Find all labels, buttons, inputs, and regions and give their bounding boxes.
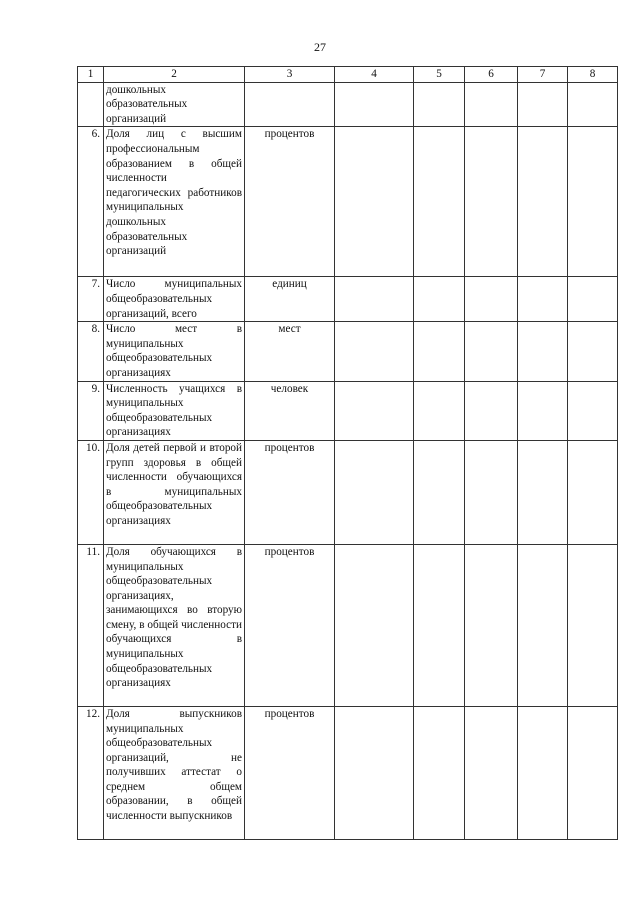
indicator-table xyxy=(77,66,618,840)
indicator-name: Доля детей первой и второй групп здоровья в общей численности обучающихся в муниципальных общеобразовательных организациях xyxy=(104,440,245,544)
indicator-name: дошкольных образовательных организаций xyxy=(104,82,245,127)
row-number: 9. xyxy=(78,381,104,440)
column-header: 7 xyxy=(518,67,568,83)
value-cell xyxy=(465,82,518,127)
value-cell xyxy=(414,127,465,277)
table-row xyxy=(78,706,618,839)
value-cell xyxy=(465,544,518,706)
value-cell xyxy=(568,127,618,277)
value-cell xyxy=(518,544,568,706)
value-cell xyxy=(335,544,414,706)
column-header: 8 xyxy=(568,67,618,83)
value-cell xyxy=(465,277,518,322)
table-row xyxy=(78,127,618,277)
value-cell xyxy=(465,322,518,381)
value-cell xyxy=(335,127,414,277)
value-cell xyxy=(465,440,518,544)
row-number: 10. xyxy=(78,440,104,544)
value-cell xyxy=(335,706,414,839)
unit-of-measure xyxy=(245,82,335,127)
indicator-name: Численность учащихся в муниципальных общеобразовательных организациях xyxy=(104,381,245,440)
table-row xyxy=(78,440,618,544)
value-cell xyxy=(414,706,465,839)
column-header: 1 xyxy=(78,67,104,83)
unit-of-measure: процентов xyxy=(245,127,335,277)
table-row xyxy=(78,544,618,706)
table-row xyxy=(78,381,618,440)
column-header: 3 xyxy=(245,67,335,83)
value-cell xyxy=(414,381,465,440)
row-number: 6. xyxy=(78,127,104,277)
value-cell xyxy=(335,277,414,322)
column-header: 2 xyxy=(104,67,245,83)
row-number: 7. xyxy=(78,277,104,322)
unit-of-measure: человек xyxy=(245,381,335,440)
value-cell xyxy=(335,440,414,544)
unit-of-measure: процентов xyxy=(245,706,335,839)
value-cell xyxy=(414,440,465,544)
value-cell xyxy=(518,127,568,277)
row-number: 12. xyxy=(78,706,104,839)
row-number xyxy=(78,82,104,127)
value-cell xyxy=(335,322,414,381)
value-cell xyxy=(414,82,465,127)
indicator-name: Доля лиц с высшим профессиональным образованием в общей численности педагогических работников муниципальных дошкольных образовательных организаций xyxy=(104,127,245,277)
value-cell xyxy=(465,381,518,440)
indicator-name: Число муниципальных общеобразовательных организаций, всего xyxy=(104,277,245,322)
value-cell xyxy=(414,277,465,322)
table-row xyxy=(78,277,618,322)
table-row xyxy=(78,322,618,381)
value-cell xyxy=(568,322,618,381)
value-cell xyxy=(465,706,518,839)
value-cell xyxy=(568,277,618,322)
value-cell xyxy=(568,544,618,706)
table-header-row xyxy=(78,67,618,83)
value-cell xyxy=(568,82,618,127)
value-cell xyxy=(465,127,518,277)
unit-of-measure: процентов xyxy=(245,440,335,544)
row-number: 8. xyxy=(78,322,104,381)
value-cell xyxy=(518,706,568,839)
value-cell xyxy=(518,277,568,322)
column-header: 4 xyxy=(335,67,414,83)
indicator-name: Число мест в муниципальных общеобразовательных организациях xyxy=(104,322,245,381)
value-cell xyxy=(568,381,618,440)
column-header: 5 xyxy=(414,67,465,83)
unit-of-measure: мест xyxy=(245,322,335,381)
unit-of-measure: единиц xyxy=(245,277,335,322)
indicator-name: Доля выпускников муниципальных общеобразовательных организаций, не получивших аттестат о среднем общем образовании, в общей численности выпускников xyxy=(104,706,245,839)
indicator-name: Доля обучающихся в муниципальных общеобразовательных организациях, занимающихся во вторую смену, в общей численности обучающихся в муниципальных общеобразовательных организациях xyxy=(104,544,245,706)
value-cell xyxy=(414,544,465,706)
value-cell xyxy=(335,82,414,127)
value-cell xyxy=(335,381,414,440)
page-number: 27 xyxy=(314,40,326,54)
value-cell xyxy=(518,82,568,127)
value-cell xyxy=(518,322,568,381)
table-row xyxy=(78,82,618,127)
unit-of-measure: процентов xyxy=(245,544,335,706)
value-cell xyxy=(568,440,618,544)
value-cell xyxy=(568,706,618,839)
column-header: 6 xyxy=(465,67,518,83)
value-cell xyxy=(414,322,465,381)
value-cell xyxy=(518,381,568,440)
row-number: 11. xyxy=(78,544,104,706)
value-cell xyxy=(518,440,568,544)
